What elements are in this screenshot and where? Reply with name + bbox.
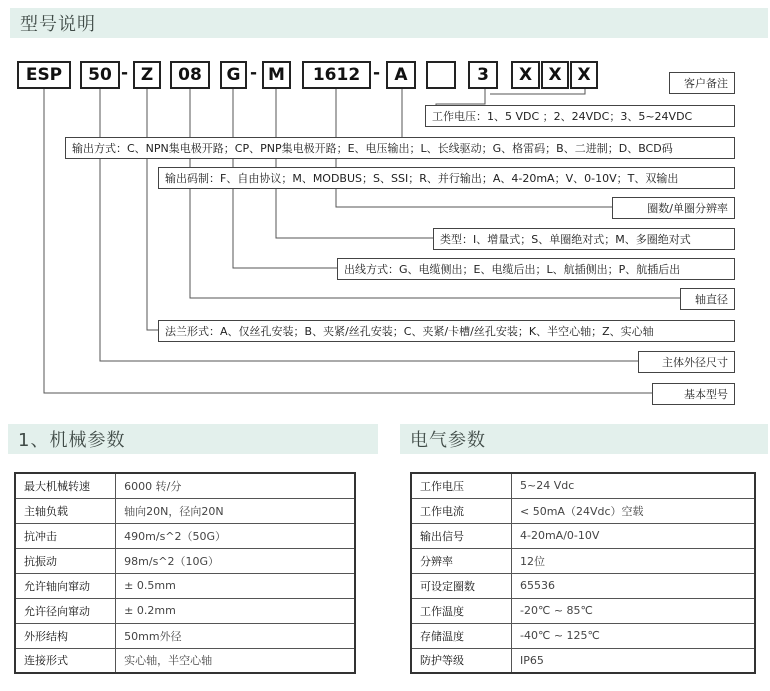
line-flange	[147, 89, 158, 330]
mechanical-label: 抗冲击	[15, 523, 116, 548]
code-shaft: 08	[178, 65, 202, 85]
desc-shaft: 轴直径	[680, 288, 735, 310]
electrical-label: 防护等级	[411, 648, 512, 673]
mechanical-row	[15, 548, 355, 573]
mechanical-value: 6000 转/分	[116, 473, 355, 498]
electrical-row	[411, 523, 755, 548]
mechanical-value: 98m/s^2（10G）	[116, 548, 355, 573]
code-box-base	[17, 61, 71, 89]
desc-resolution: 圈数/单圈分辨率	[612, 197, 735, 219]
desc-output-code: 输出码制：F、自由协议；M、MODBUS；S、SSI；R、并行输出；A、4-20mA；V、0-10V；T、双输出	[158, 167, 735, 189]
code-box-cable	[220, 61, 247, 89]
desc-output-mode: 输出方式：C、NPN集电极开路；CP、PNP集电极开路；E、电压输出；L、长线驱动；G、格雷码；B、二进制；D、BCD码	[65, 137, 735, 159]
mechanical-label: 外形结构	[15, 623, 116, 648]
mechanical-label: 主轴负载	[15, 498, 116, 523]
electrical-row	[411, 573, 755, 598]
mechanical-value: 490m/s^2（50G）	[116, 523, 355, 548]
code-box-type	[262, 61, 291, 89]
code-box-voltage	[468, 61, 498, 89]
electrical-label: 工作温度	[411, 598, 512, 623]
separator-2: -	[250, 63, 258, 83]
code-box-resolution	[302, 61, 371, 89]
electrical-label: 工作电流	[411, 498, 512, 523]
electrical-label: 存储温度	[411, 623, 512, 648]
mechanical-table	[14, 472, 356, 674]
electrical-label: 工作电压	[411, 473, 512, 498]
electrical-header	[400, 424, 768, 454]
code-output-code: A	[394, 65, 408, 85]
electrical-value: IP65	[512, 648, 756, 673]
mechanical-label: 允许径向窜动	[15, 598, 116, 623]
code-box-output-mode	[426, 61, 456, 89]
code-type: M	[268, 65, 285, 85]
electrical-label: 可设定圈数	[411, 573, 512, 598]
desc-voltage: 工作电压：1、5 VDC ；2、24VDC；3、5~24VDC	[425, 105, 735, 127]
mechanical-value: ± 0.5mm	[116, 573, 355, 598]
code-flange: Z	[140, 65, 154, 85]
electrical-header-title: 电气参数	[410, 430, 486, 451]
code-cable: G	[226, 65, 241, 85]
desc-cable: 出线方式：G、电缆侧出；E、电缆后出；L、航插侧出；P、航插后出	[337, 258, 735, 280]
electrical-row	[411, 623, 755, 648]
mechanical-row	[15, 498, 355, 523]
mechanical-value: 实心轴，半空心轴	[116, 648, 355, 673]
code-base: ESP	[25, 65, 63, 85]
mechanical-label: 连接形式	[15, 648, 116, 673]
desc-body: 主体外径尺寸	[638, 351, 735, 373]
code-custom-2: X	[548, 65, 562, 85]
mechanical-label: 最大机械转速	[15, 473, 116, 498]
electrical-value: 12位	[512, 548, 756, 573]
code-box-custom-1	[511, 61, 540, 89]
mechanical-header-title: 1、机械参数	[18, 430, 126, 451]
mechanical-label: 抗振动	[15, 548, 116, 573]
code-voltage: 3	[477, 65, 489, 85]
electrical-label: 输出信号	[411, 523, 512, 548]
electrical-row	[411, 548, 755, 573]
code-diameter: 50	[88, 65, 112, 85]
mechanical-row	[15, 523, 355, 548]
model-header-title: 型号说明	[20, 14, 96, 35]
mechanical-label: 允许轴向窜动	[15, 573, 116, 598]
mechanical-row	[15, 473, 355, 498]
electrical-row	[411, 648, 755, 673]
electrical-value: -20℃ ~ 85℃	[512, 598, 756, 623]
mechanical-header	[8, 424, 378, 454]
electrical-value: < 50mA（24Vdc）空载	[512, 498, 756, 523]
code-resolution: 1612	[312, 65, 361, 85]
mechanical-row	[15, 573, 355, 598]
electrical-row	[411, 598, 755, 623]
electrical-row	[411, 498, 755, 523]
electrical-value: -40℃ ~ 125℃	[512, 623, 756, 648]
code-box-output-code	[386, 61, 416, 89]
electrical-value: 5~24 Vdc	[512, 473, 756, 498]
separator-1: -	[121, 63, 129, 83]
electrical-value: 65536	[512, 573, 756, 598]
desc-flange: 法兰形式：A、仅丝孔安装；B、夹紧/丝孔安装；C、夹紧/卡槽/丝孔安装；K、半空心轴；Z、实心轴	[158, 320, 735, 342]
line-type	[276, 89, 433, 238]
electrical-row	[411, 473, 755, 498]
line-customer	[490, 89, 585, 94]
desc-base: 基本型号	[652, 383, 735, 405]
code-box-flange	[133, 61, 161, 89]
mechanical-value: ± 0.2mm	[116, 598, 355, 623]
desc-type: 类型：I、增量式；S、单圈绝对式；M、多圈绝对式	[433, 228, 735, 250]
line-voltage	[436, 89, 485, 105]
electrical-value: 4-20mA/0-10V	[512, 523, 756, 548]
code-box-diameter	[80, 61, 120, 89]
code-box-shaft	[170, 61, 210, 89]
mechanical-row	[15, 648, 355, 673]
code-custom-1: X	[518, 65, 533, 85]
mechanical-value: 50mm外径	[116, 623, 355, 648]
desc-customer: 客户备注	[669, 72, 735, 94]
code-box-custom-3	[570, 61, 598, 89]
mechanical-row	[15, 623, 355, 648]
mechanical-row	[15, 598, 355, 623]
electrical-table	[410, 472, 756, 674]
electrical-label: 分辨率	[411, 548, 512, 573]
mechanical-value: 轴向20N，径向20N	[116, 498, 355, 523]
separator-3: -	[373, 63, 381, 83]
code-custom-3: X	[577, 65, 591, 85]
code-box-custom-2	[541, 61, 569, 89]
